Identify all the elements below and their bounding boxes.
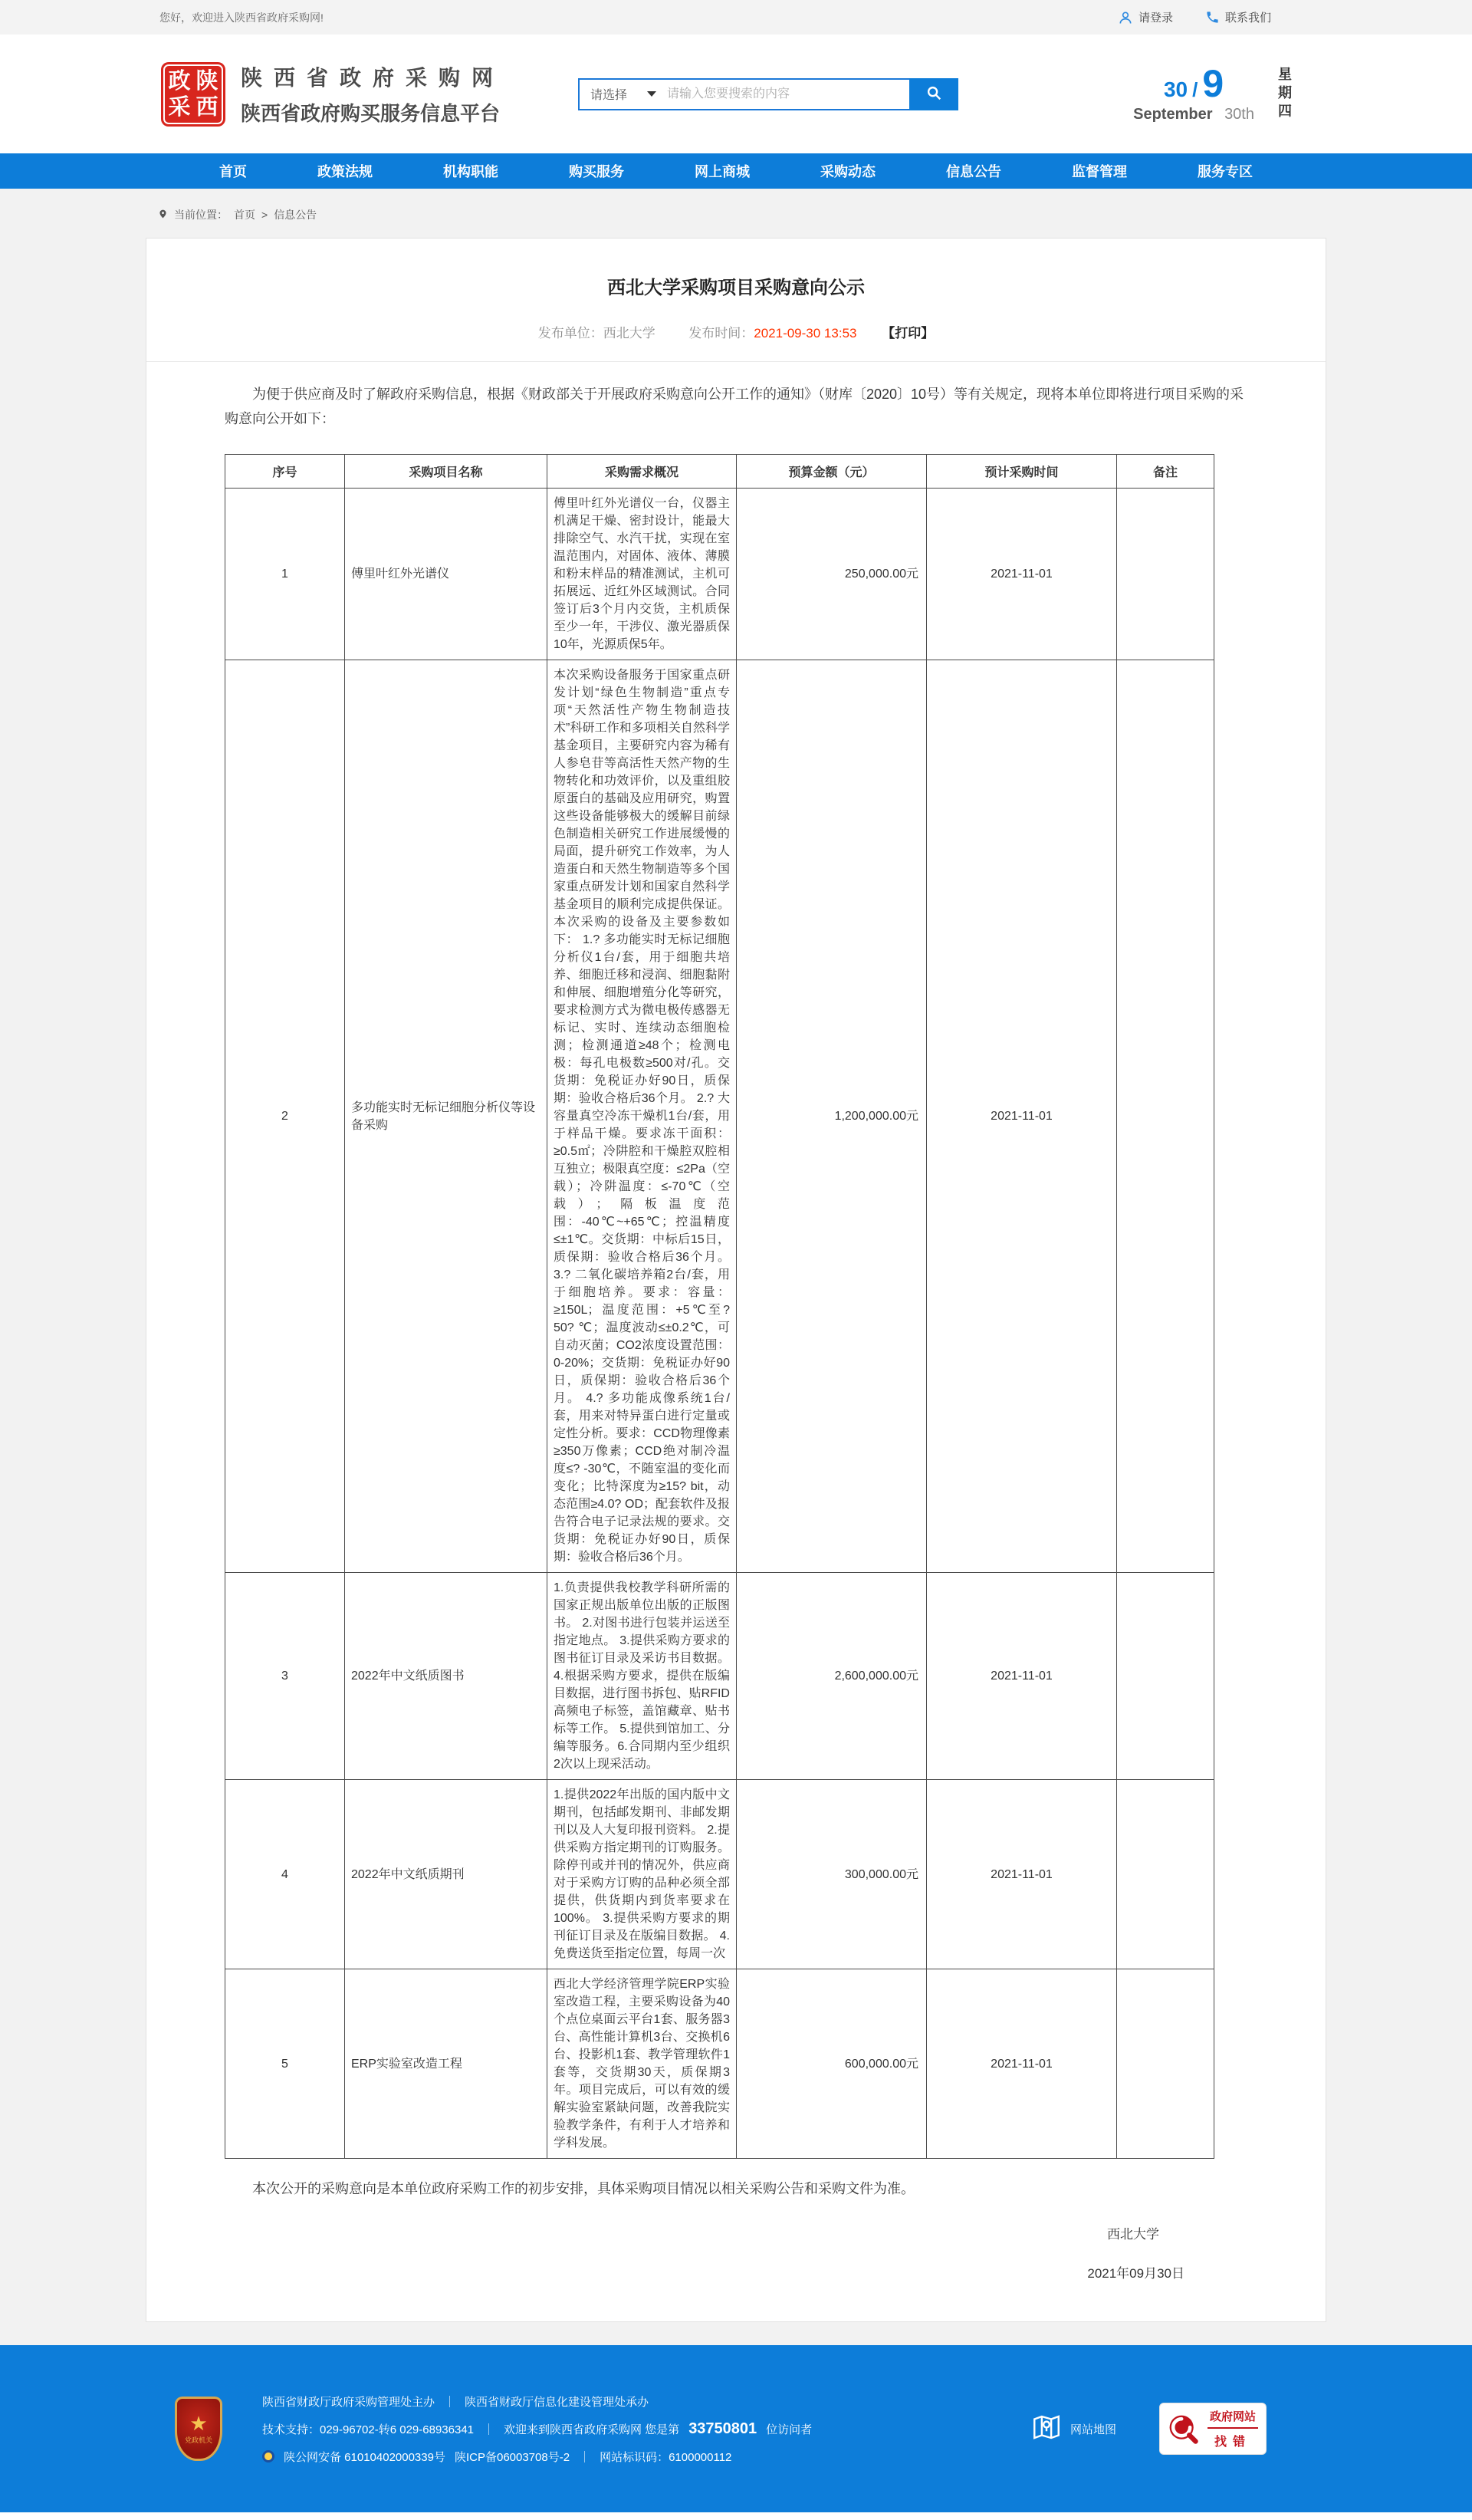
- table-row: 2 多功能实时无标记细胞分析仪等设备采购 本次采购设备服务于国家重点研发计划“绿色生物制造”重点专项“天然活性产物生物制造技术”科研工作和多项相关自然科学基金项目，主要研究内容为稀有人参皂苷等高活性天然产物的生物转化和功效评价，以及重组胶原蛋白的基础及应用研究，购置这些设备能够极大的缓解目前绿色制造相关研究工作进展缓慢的局面，提升研究工作效率，为人造蛋白和天然生物制造等多个国家重点研发计划和国家自然科学基金项目的顺利完成提供保证。本次采购的设备及主要参数如下： 1.? 多功能实时无标记细胞分析仪1台/套，用于细胞共培养、细胞迁移和浸润、细胞黏附和伸展、细胞增殖分化等研究，要求检测方式为微电极传感器无标记、实时、连续动态细胞检测；检测通道≥48个；检测电极：每孔电极数≥500对/孔。交货期：免税证办好90日，质保期：验收合格后36个月。 2.? 大容量真空冷冻干燥机1台/套，用于样品干燥。要求冻干面积：≥0.5㎡；冷阱腔和干燥腔双腔相互独立；极限真空度：≤2Pa（空载）；冷阱温度：≤-70℃（空载）；隔板温度范围：-40℃~+65℃；控温精度≤±1℃。交货期：中标后15日，质保期：验收合格后36个月。 3.? 二氧化碳培养箱2台/套，用于细胞培养。要求：容量：≥150L；温度范围：+5℃至? 50? ℃；温度波动≤±0.2℃，可自动灭菌；CO2浓度设置范围：0-20%；交货期：免税证办好90日，质保期：验收合格后36个月。 4.? 多功能成像系统1台/套，用来对特异蛋白进行定量或定性分析。要求：CCD物理像素≥350万像素；CCD绝对制冷温度≤? -30℃，不随室温的变化而变化；比特深度为≥15? bit，动态范围≥4.0? OD；配套软件及报告符合电子记录法规的要求。交货期：免税证办好90日，质保期：验收合格后36个月。 1,200,000.00元 2021-11-01: [225, 660, 1214, 1573]
- signature-date: 2021年09月30日: [1087, 2266, 1184, 2281]
- date-day-ordinal: 30th: [1224, 106, 1254, 123]
- breadcrumb: [146, 189, 1326, 238]
- nav-item-online-mall[interactable]: 网上商城: [695, 164, 750, 179]
- police-badge-icon: [262, 2450, 274, 2462]
- table-row: 4 2022年中文纸质期刊 1.提供2022年出版的国内版中文期刊，包括邮发期刊、非邮发期刊以及人大复印报刊资料。 2.提供采购方指定期刊的订购服务。除停刊或并刊的情况外，供应商对于采购方订购的品种必须全部提供，供货期内到货率要求在100%。 3.提供采购方要求的期刊征订目录及在版编目数据。 4.免费送货至指定位置，每周一次 300,000.00元 2021-11-01: [225, 1780, 1214, 1969]
- page-title: 西北大学采购项目采购意向公示: [607, 278, 865, 298]
- closing-paragraph: 本次公开的采购意向是本单位政府采购工作的初步安排，具体采购项目情况以相关采购公告和采购文件为准。: [252, 2181, 915, 2196]
- nav-item-home[interactable]: 首页: [219, 164, 247, 179]
- phone-icon: [1205, 10, 1220, 25]
- breadcrumb-home-link[interactable]: 首页: [234, 209, 255, 221]
- search-icon: [925, 84, 942, 104]
- footer-organizers: 陕西省财政厅政府采购管理处主办 ｜ 陕西省财政厅信息化建设管理处承办: [262, 2395, 649, 2409]
- search-box: [578, 78, 958, 110]
- welcome-text: 您好，欢迎进入陕西省政府采购网!: [159, 11, 324, 24]
- breadcrumb-separator: >: [261, 209, 268, 221]
- table-header-row: [225, 455, 1214, 489]
- visitor-count: 33750801: [688, 2420, 757, 2437]
- seal-logo-icon: 政陕 采西: [161, 62, 225, 127]
- print-button[interactable]: 【打印】: [882, 326, 935, 340]
- nav-item-supervision[interactable]: 监督管理: [1072, 164, 1127, 179]
- nav-item-functions[interactable]: 机构职能: [443, 164, 498, 179]
- col-header-time: 预计采购时间: [927, 455, 1117, 489]
- col-header-name: 采购项目名称: [345, 455, 547, 489]
- signature-org: 西北大学: [1107, 2227, 1159, 2242]
- publish-info: [225, 322, 1247, 341]
- site-header: [0, 35, 1472, 153]
- col-header-budget: 预算金额（元）: [737, 455, 927, 489]
- topbar: [0, 0, 1472, 35]
- publish-time-value: 2021-09-30 13:53: [754, 326, 857, 340]
- divider: [146, 361, 1326, 362]
- publisher-value: 西北大学: [603, 326, 656, 340]
- site-footer: [0, 2345, 1472, 2512]
- icp-filing-link[interactable]: 陕ICP备06003708号-2: [454, 2450, 570, 2464]
- breadcrumb-prefix: 当前位置：: [174, 209, 228, 221]
- location-pin-icon: [158, 208, 168, 222]
- table-row: 3 2022年中文纸质图书 1.负责提供我校教学科研所需的国家正规出版单位出版的正版图书。 2.对图书进行包装并运送至指定地点。 3.提供采购方要求的图书征订目录及采访书目数据。 4.根据采购方要求，提供在版编目数据，进行图书拆包、贴RFID高频电子标签，盖馆藏章、贴书标等工作。 5.提供到馆加工、分编等服务。6.合同期内至少组织2次以上现采活动。 2,600,000.00元 2021-11-01: [225, 1573, 1214, 1780]
- col-header-note: 备注: [1117, 455, 1214, 489]
- article-card: [146, 238, 1326, 2322]
- nav-item-policies[interactable]: 政策法规: [317, 164, 373, 179]
- search-button[interactable]: [909, 78, 958, 110]
- site-title: 陕西省政府采购网: [241, 66, 505, 90]
- nav-item-procurement-news[interactable]: 采购动态: [820, 164, 876, 179]
- date-widget: 30 / 9 September 30th 星期四: [1133, 64, 1326, 123]
- date-month-number: 9: [1202, 62, 1224, 105]
- login-link[interactable]: 请登录: [1118, 9, 1173, 25]
- site-id-code: 网站标识码：6100000112: [600, 2450, 732, 2464]
- footer-support: 技术支持：029-96702-转6 029-68936341 ｜ 欢迎来到陕西省政府采购网 您是第 33750801 位访问者: [262, 2420, 813, 2437]
- main-nav: [0, 153, 1472, 189]
- sitemap-icon: [1030, 2411, 1063, 2446]
- public-security-filing-link[interactable]: 陕公网安备 61010402000339号: [284, 2450, 445, 2464]
- intro-paragraph: 为便于供应商及时了解政府采购信息，根据《财政部关于开展政府采购意向公开工作的通知》（财库〔2020〕10号）等有关规定，现将本单位即将进行项目采购的采购意向公开如下：: [225, 387, 1244, 426]
- site-subtitle: 陕西省政府购买服务信息平台: [241, 102, 501, 125]
- gov-emblem-icon[interactable]: ★ 党政机关: [175, 2397, 222, 2461]
- publisher-label: 发布单位：: [537, 326, 603, 340]
- chevron-down-icon: [647, 91, 656, 97]
- date-day: 30: [1163, 77, 1188, 101]
- nav-item-announcements[interactable]: 信息公告: [946, 164, 1001, 179]
- col-header-demand: 采购需求概况: [547, 455, 737, 489]
- search-input[interactable]: [667, 80, 909, 109]
- gov-site-error-report-badge[interactable]: 政府网站 找错: [1159, 2403, 1267, 2455]
- user-icon: [1118, 10, 1133, 25]
- breadcrumb-current: 信息公告: [274, 209, 317, 221]
- table-row: 1 傅里叶红外光谱仪 傅里叶红外光谱仪一台，仪器主机满足干燥、密封设计，能最大排除空气、水汽干扰，实现在室温范围内，对固体、液体、薄膜和粉末样品的精准测试，主机可拓展远、近红外区域测试。合同签订后3个月内交货，主机质保至少一年，干涉仪、激光器质保10年，光源质保5年。 250,000.00元 2021-11-01: [225, 489, 1214, 660]
- publish-time-label: 发布时间：: [688, 326, 754, 340]
- nav-item-purchase-service[interactable]: 购买服务: [569, 164, 624, 179]
- contact-link[interactable]: 联系我们: [1205, 9, 1271, 25]
- footer-registration: 陕公网安备 61010402000339号 陕ICP备06003708号-2 ｜ 网站标识码：6100000112: [262, 2449, 812, 2465]
- procurement-table: [225, 454, 1214, 2159]
- col-header-no: 序号: [225, 455, 345, 489]
- magnifier-logo-icon: [1166, 2412, 1200, 2446]
- search-category-select[interactable]: 请选择: [580, 85, 667, 103]
- sitemap-link[interactable]: 网站地图: [1030, 2411, 1116, 2446]
- date-month-name: September: [1133, 106, 1213, 123]
- table-row: 5 ERP实验室改造工程 西北大学经济管理学院ERP实验室改造工程，主要采购设备为40个点位桌面云平台1套、服务器3台、高性能计算机3台、交换机6台、投影机1套、教学管理软件1套等，交货期30天，质保期3年。项目完成后，可以有效的缓解实验室紧缺问题，改善我院实验教学条件，有利于人才培养和学科发展。 600,000.00元 2021-11-01: [225, 1969, 1214, 2159]
- date-weekday: 星期四: [1276, 66, 1292, 122]
- site-logo[interactable]: [146, 61, 504, 127]
- nav-item-service-zone[interactable]: 服务专区: [1198, 164, 1253, 179]
